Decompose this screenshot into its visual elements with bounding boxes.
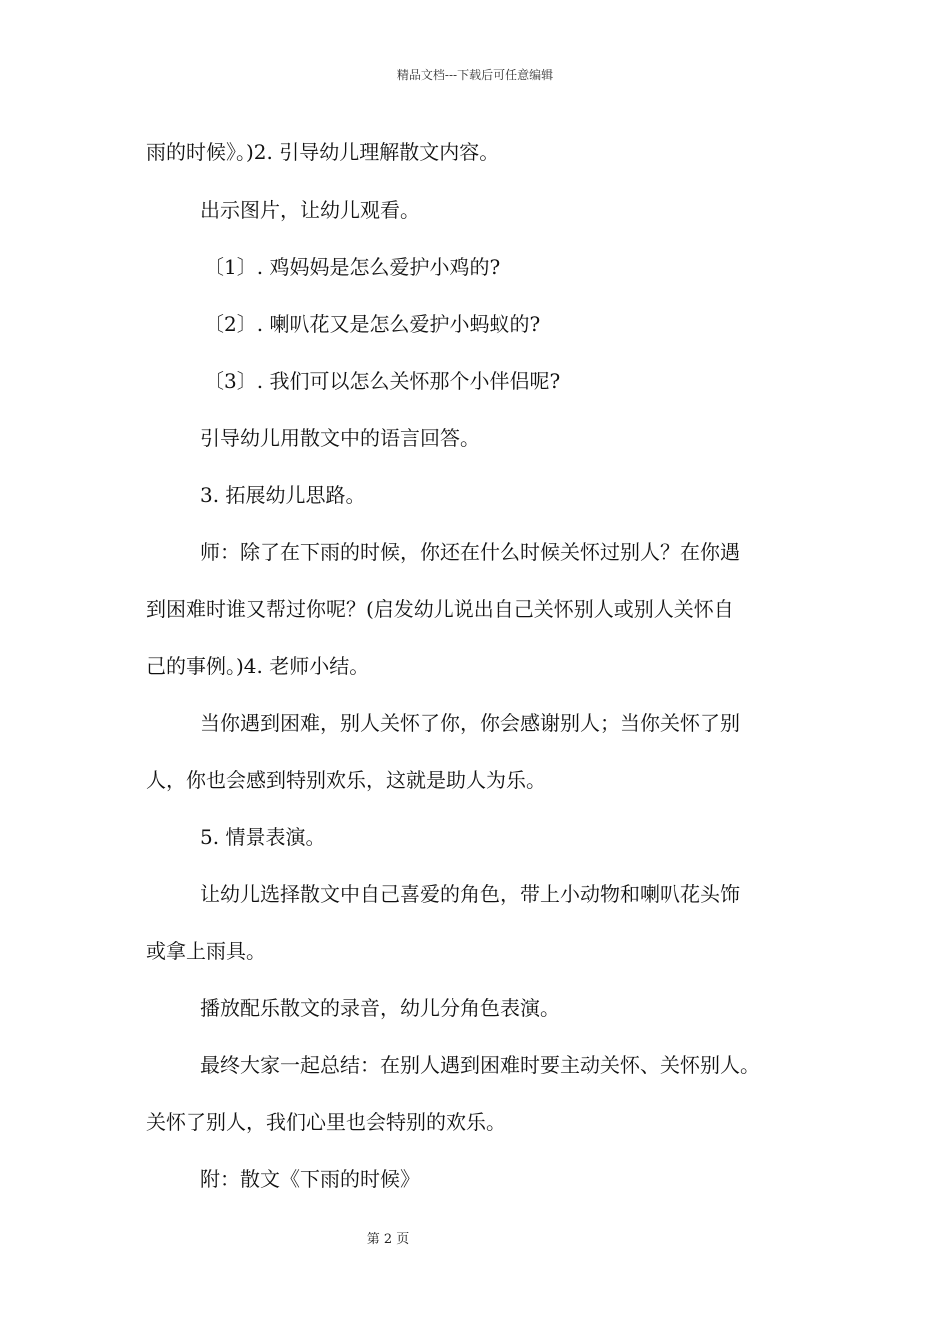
paragraph-line: 己的事例。)4. 老师小结。 — [146, 654, 370, 678]
paragraph-line: 雨的时候》。)2. 引导幼儿理解散文内容。 — [146, 140, 500, 164]
paragraph-line: 师：除了在下雨的时候，你还在什么时候关怀过别人？在你遇 — [200, 540, 740, 564]
list-item: 〔2〕. 喇叭花又是怎么爱护小蚂蚁的? — [204, 312, 541, 336]
paragraph-line: 附：散文《下雨的时候》 — [200, 1167, 420, 1191]
list-item: 〔3〕. 我们可以怎么关怀那个小伴侣呢? — [204, 369, 561, 393]
page-header: 精品文档---下载后可任意编辑 — [396, 68, 554, 82]
paragraph-line: 或拿上雨具。 — [146, 939, 266, 963]
paragraph-line: 当你遇到困难，别人关怀了你，你会感谢别人；当你关怀了别 — [200, 711, 740, 735]
section-heading: 3. 拓展幼儿思路。 — [200, 483, 366, 507]
paragraph-line: 播放配乐散文的录音，幼儿分角色表演。 — [200, 996, 560, 1020]
paragraph-line: 让幼儿选择散文中自己喜爱的角色，带上小动物和喇叭花头饰 — [200, 882, 740, 906]
paragraph-line: 到困难时谁又帮过你呢？(启发幼儿说出自己关怀别人或别人关怀自 — [146, 597, 734, 621]
paragraph-line: 人，你也会感到特别欢乐，这就是助人为乐。 — [146, 768, 546, 792]
page-number: 第 2 页 — [366, 1232, 410, 1247]
section-heading: 5. 情景表演。 — [200, 825, 326, 849]
list-item: 〔1〕. 鸡妈妈是怎么爱护小鸡的? — [204, 255, 501, 279]
paragraph-line: 出示图片，让幼儿观看。 — [200, 198, 420, 222]
paragraph-line: 最终大家一起总结：在别人遇到困难时要主动关怀、关怀别人。 — [200, 1053, 760, 1077]
paragraph-line: 关怀了别人，我们心里也会特别的欢乐。 — [146, 1110, 506, 1134]
paragraph-line: 引导幼儿用散文中的语言回答。 — [200, 426, 480, 450]
